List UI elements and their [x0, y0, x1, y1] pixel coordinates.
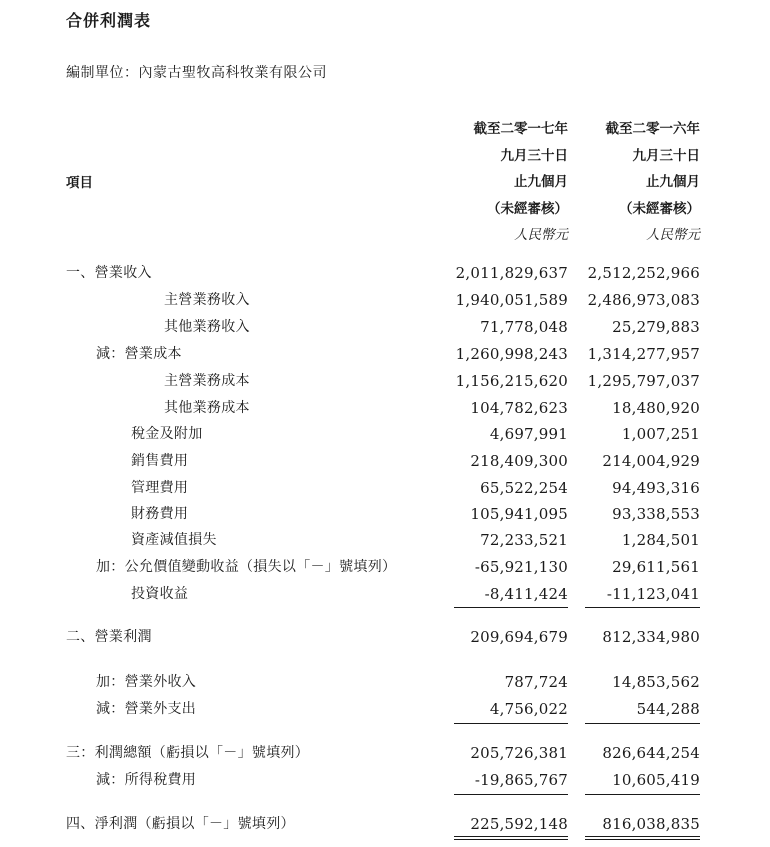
- table-row-operating-profit: [0, 624, 770, 650]
- table-row-other-business-revenue: [0, 314, 770, 340]
- row-label: 三：利潤總額（虧損以「－」號填列）: [66, 745, 310, 761]
- table-row-finance-expenses: [0, 501, 770, 527]
- value-2017: -65,921,130: [474, 558, 568, 576]
- value-2016: 29,611,561: [612, 558, 700, 576]
- row-label: 管理費用: [131, 480, 189, 496]
- value-2017: 2,011,829,637: [455, 264, 568, 282]
- value-2017: -19,865,767: [474, 771, 568, 789]
- value-2016: 1,284,501: [621, 531, 700, 549]
- value-2016: 18,480,920: [612, 399, 700, 417]
- value-2017: 1,260,998,243: [455, 345, 568, 363]
- row-label: 減：營業外支出: [96, 701, 197, 717]
- table-row-main-business-revenue: [0, 287, 770, 313]
- total-double-rule: [585, 836, 700, 837]
- value-2016: 1,295,797,037: [587, 372, 700, 390]
- value-2016: 2,512,252,966: [587, 264, 700, 282]
- row-label: 其他業務成本: [164, 400, 250, 416]
- column-header-2016-line2: 九月三十日: [632, 147, 700, 164]
- value-2016: 14,853,562: [612, 673, 700, 691]
- value-2016: 93,338,553: [612, 505, 700, 523]
- value-2016: 214,004,929: [602, 452, 700, 470]
- row-label: 銷售費用: [131, 453, 189, 469]
- column-header-2016-line1: 截至二零一六年: [605, 121, 700, 137]
- subtotal-rule: [585, 607, 700, 608]
- row-label: 加：營業外收入: [96, 674, 197, 690]
- table-row-asset-impairment: [0, 527, 770, 553]
- row-label: 主營業務收入: [164, 292, 250, 308]
- row-label: 稅金及附加: [131, 426, 203, 442]
- value-2016: 544,288: [636, 700, 700, 718]
- value-2017: 71,778,048: [480, 318, 568, 336]
- table-row-main-business-cost: [0, 368, 770, 394]
- value-2017: 209,694,679: [470, 628, 568, 646]
- value-2016: 812,334,980: [602, 628, 700, 646]
- value-2017: -8,411,424: [484, 585, 568, 603]
- column-header-2017: [440, 116, 568, 249]
- column-header-2017-line4: （未經審核）: [487, 200, 568, 217]
- table-row-total-profit: [0, 740, 770, 766]
- subtotal-rule: [454, 607, 568, 608]
- subtotal-rule: [454, 723, 568, 724]
- row-label: 減：所得稅費用: [96, 772, 197, 788]
- value-2017: 4,756,022: [489, 700, 568, 718]
- total-double-rule: [454, 839, 568, 840]
- row-label: 四、淨利潤（虧損以「－」號填列）: [66, 816, 295, 832]
- prepared-by: 編制單位：內蒙古聖牧高科牧業有限公司: [66, 65, 327, 81]
- value-2016: 94,493,316: [612, 479, 700, 497]
- column-header-2016-currency: 人民幣元: [646, 227, 700, 243]
- total-double-rule: [454, 836, 568, 837]
- row-label: 二、營業利潤: [66, 629, 152, 645]
- table-row-income-tax: [0, 767, 770, 793]
- value-2017: 4,697,991: [489, 425, 568, 443]
- row-label: 財務費用: [131, 506, 189, 522]
- row-label: 主營業務成本: [164, 373, 250, 389]
- column-header-2016-line4: （未經審核）: [619, 200, 700, 217]
- value-2016: 2,486,973,083: [587, 291, 700, 309]
- table-row-non-operating-income: [0, 669, 770, 695]
- subtotal-rule: [585, 723, 700, 724]
- table-row-admin-expenses: [0, 475, 770, 501]
- item-column-header: 項目: [66, 175, 93, 191]
- value-2017: 205,726,381: [470, 744, 568, 762]
- value-2017: 65,522,254: [480, 479, 568, 497]
- row-label: 投資收益: [131, 586, 189, 602]
- column-header-2017-line3: 止九個月: [514, 174, 568, 190]
- value-2017: 1,940,051,589: [455, 291, 568, 309]
- row-label: 一、營業收入: [66, 265, 152, 281]
- table-row-net-profit: [0, 811, 770, 837]
- value-2016: 10,605,419: [612, 771, 700, 789]
- row-label: 加：公允價值變動收益（損失以「－」號填列）: [96, 559, 397, 575]
- value-2016: 1,007,251: [621, 425, 700, 443]
- value-2016: 1,314,277,957: [587, 345, 700, 363]
- column-header-2017-currency: 人民幣元: [514, 227, 568, 243]
- table-row-fair-value-gain: [0, 554, 770, 580]
- column-header-2017-line1: 截至二零一七年: [473, 121, 568, 137]
- table-row-operating-cost: [0, 341, 770, 367]
- column-header-2016: [570, 116, 700, 249]
- value-2016: -11,123,041: [606, 585, 700, 603]
- value-2017: 225,592,148: [470, 815, 568, 833]
- table-row-taxes-surcharges: [0, 421, 770, 447]
- value-2016: 816,038,835: [602, 815, 700, 833]
- value-2016: 826,644,254: [602, 744, 700, 762]
- row-label: 其他業務收入: [164, 319, 250, 335]
- column-header-2016-line3: 止九個月: [646, 174, 700, 190]
- column-header-2017-line2: 九月三十日: [500, 147, 568, 164]
- value-2017: 218,409,300: [470, 452, 568, 470]
- value-2017: 787,724: [504, 673, 568, 691]
- table-row-operating-revenue: [0, 260, 770, 286]
- table-row-investment-income: [0, 581, 770, 607]
- row-label: 資產減值損失: [131, 532, 217, 548]
- subtotal-rule: [454, 794, 568, 795]
- total-double-rule: [585, 839, 700, 840]
- value-2017: 72,233,521: [480, 531, 568, 549]
- statement-title: 合併利潤表: [66, 11, 152, 30]
- subtotal-rule: [585, 794, 700, 795]
- table-row-selling-expenses: [0, 448, 770, 474]
- value-2017: 104,782,623: [470, 399, 568, 417]
- value-2017: 105,941,095: [470, 505, 568, 523]
- row-label: 減：營業成本: [96, 346, 182, 362]
- value-2016: 25,279,883: [612, 318, 700, 336]
- table-row-non-operating-expense: [0, 696, 770, 722]
- table-row-other-business-cost: [0, 395, 770, 421]
- value-2017: 1,156,215,620: [455, 372, 568, 390]
